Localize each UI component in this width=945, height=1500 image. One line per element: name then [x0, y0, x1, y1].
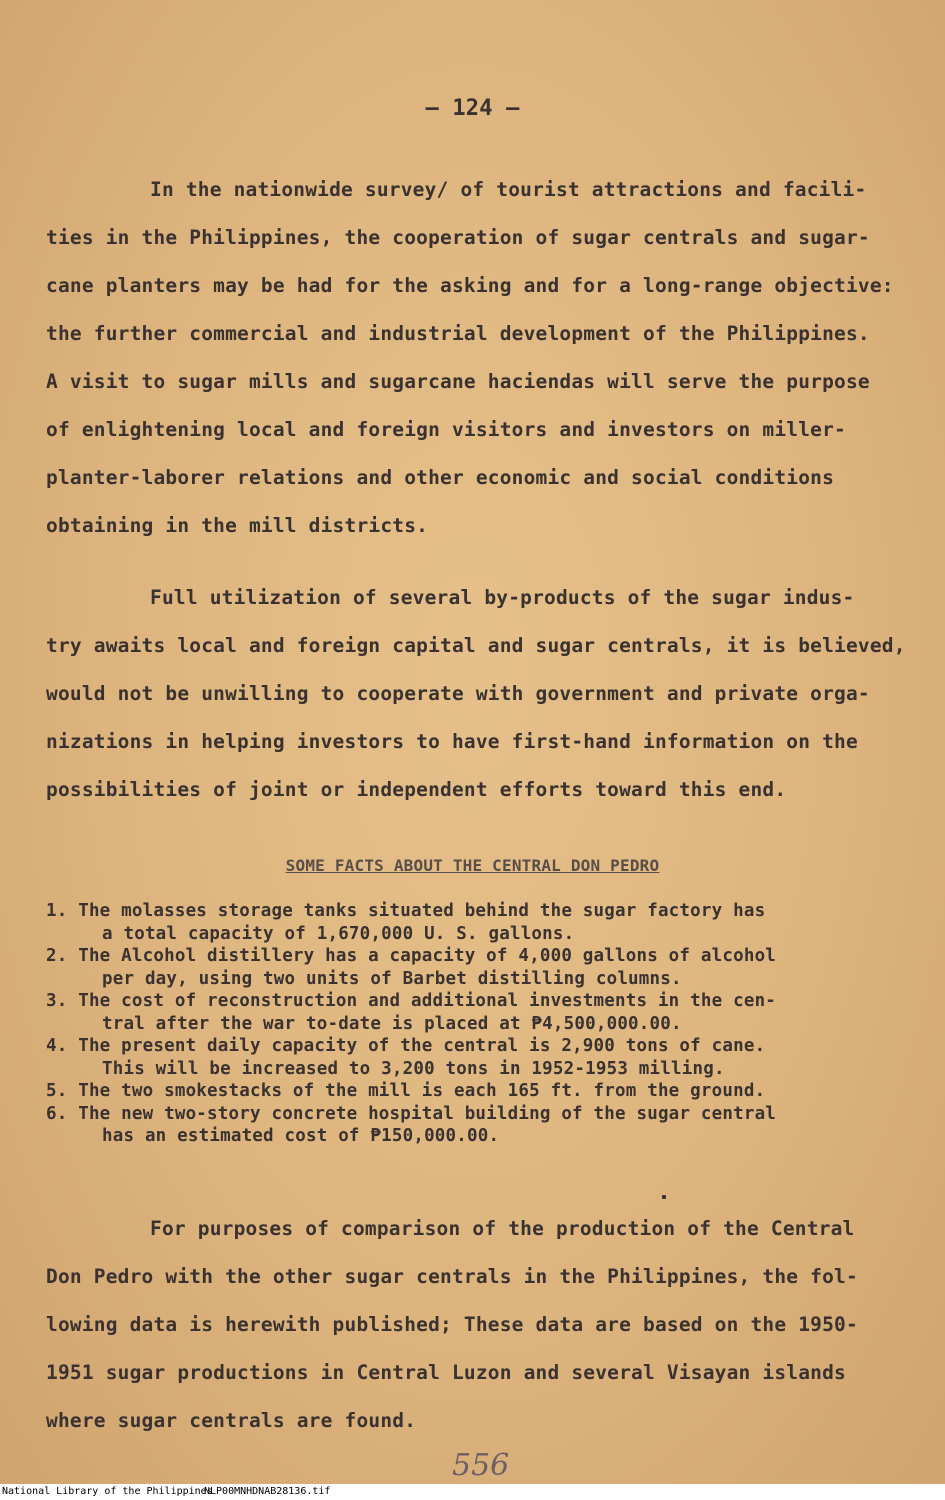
fact-item	[46, 1035, 886, 1080]
footer-file-name: NLP00MNHDNAB28136.tif	[204, 1486, 331, 1497]
ink-dot	[662, 1195, 666, 1199]
text-line: ties in the Philippines, the cooperation of sugar centrals and sugar-	[46, 226, 870, 249]
facts-list	[46, 900, 886, 1148]
footer-library-name: National Library of the Philippines	[2, 1486, 213, 1497]
text-line: the further commercial and industrial development of the Philippines.	[46, 322, 870, 345]
paragraph-comparison	[46, 1205, 886, 1445]
page-number: — 124 —	[425, 96, 520, 121]
fact-item	[46, 990, 886, 1035]
text-line: For purposes of comparison of the production of the Central	[150, 1217, 855, 1240]
fact-item	[46, 900, 886, 945]
fact-line-continued: per day, using two units of Barbet distilling columns.	[102, 968, 682, 989]
text-line: possibilities of joint or independent efforts toward this end.	[46, 778, 787, 801]
fact-item	[46, 1080, 886, 1103]
text-line: A visit to sugar mills and sugarcane haciendas will serve the purpose	[46, 370, 870, 393]
text-line: obtaining in the mill districts.	[46, 514, 429, 537]
fact-line: 2. The Alcohol distillery has a capacity of 4,000 gallons of alcohol	[46, 946, 777, 966]
facts-heading: SOME FACTS ABOUT THE CENTRAL DON PEDRO	[285, 856, 660, 875]
fact-item	[46, 1103, 886, 1148]
text-line: where sugar centrals are found.	[46, 1409, 417, 1432]
fact-line-continued: This will be increased to 3,200 tons in 1952-1953 milling.	[102, 1058, 725, 1079]
footer-bar	[0, 1484, 945, 1500]
text-line: Full utilization of several by-products of the sugar indus-	[150, 586, 855, 609]
text-line: lowing data is herewith published; These data are based on the 1950-	[46, 1313, 858, 1336]
fact-line: 3. The cost of reconstruction and additional investments in the cen-	[46, 991, 777, 1011]
fact-line-continued: tral after the war to-date is placed at ₱4,500,000.00.	[102, 1013, 682, 1034]
text-line: of enlightening local and foreign visitors and investors on miller-	[46, 418, 846, 441]
paragraph-tourist-survey	[46, 166, 894, 550]
text-line: cane planters may be had for the asking and for a long-range objective:	[46, 274, 894, 297]
fact-item	[46, 945, 886, 990]
paragraph-by-products	[46, 574, 906, 814]
text-line: 1951 sugar productions in Central Luzon and several Visayan islands	[46, 1361, 846, 1384]
fact-line: 5. The two smokestacks of the mill is each 165 ft. from the ground.	[46, 1081, 766, 1101]
fact-line-continued: has an estimated cost of ₱150,000.00.	[102, 1126, 500, 1146]
text-line: nizations in helping investors to have first-hand information on the	[46, 730, 858, 753]
fact-line: 6. The new two-story concrete hospital building of the sugar central	[46, 1103, 777, 1124]
text-line: Don Pedro with the other sugar centrals in the Philippines, the fol-	[46, 1265, 858, 1288]
text-line: try awaits local and foreign capital and sugar centrals, it is believed,	[46, 634, 906, 657]
fact-line: 1. The molasses storage tanks situated behind the sugar factory has	[46, 901, 766, 921]
fact-line: 4. The present daily capacity of the central is 2,900 tons of cane.	[46, 1036, 766, 1056]
fact-line-continued: a total capacity of 1,670,000 U. S. gallons.	[102, 923, 575, 944]
text-line: would not be unwilling to cooperate with government and private orga-	[46, 682, 870, 705]
text-line: In the nationwide survey/ of tourist attractions and facili-	[150, 178, 867, 201]
text-line: planter-laborer relations and other economic and social conditions	[46, 466, 835, 489]
handwritten-page-number: 556	[452, 1448, 510, 1483]
